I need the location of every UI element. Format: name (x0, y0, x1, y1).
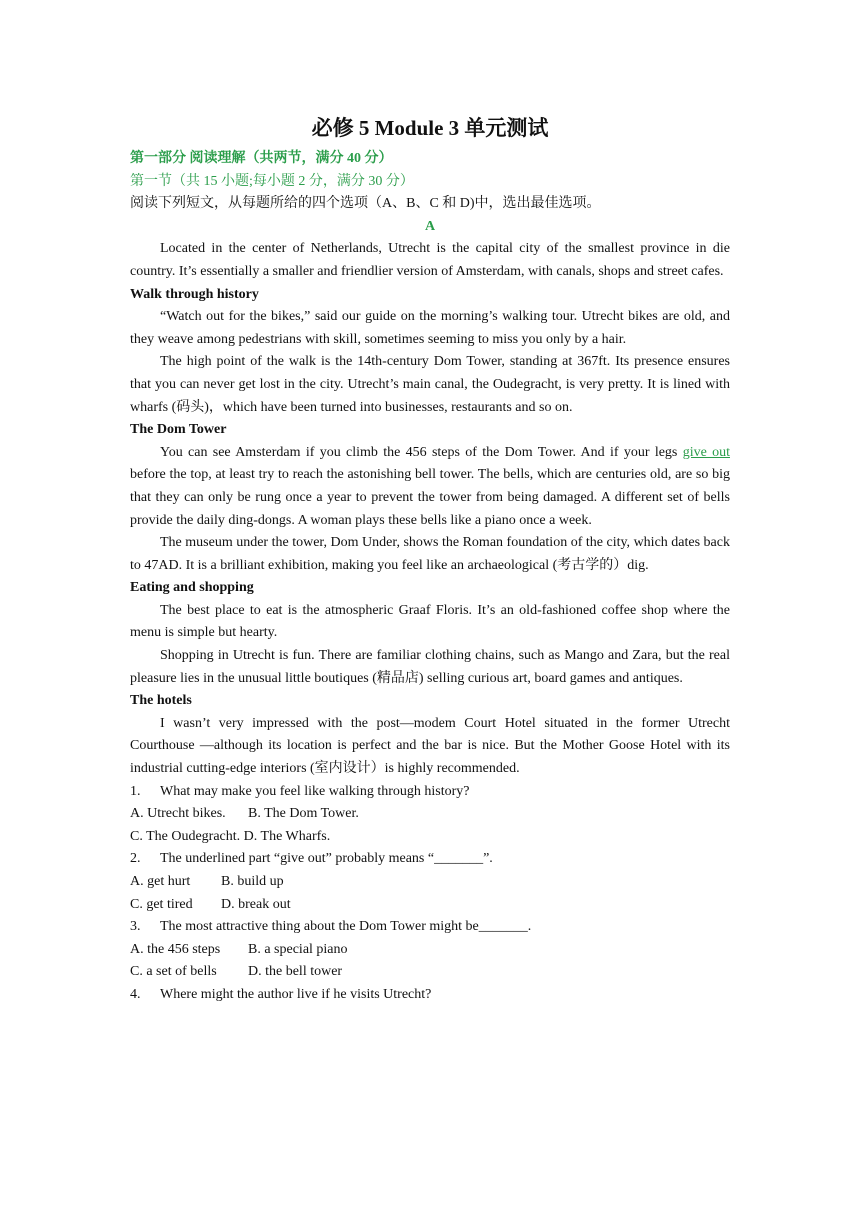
instruction: 阅读下列短文，从每题所给的四个选项（A、B、C 和 D)中，选出最佳选项。 (130, 196, 601, 212)
tower-paragraph-1 (130, 442, 730, 532)
question-text: The underlined part “give out” probably means “_______”. (160, 851, 493, 867)
option-c: C. get tired (130, 896, 193, 912)
eating-paragraph-2: Shopping in Utrecht is fun. There are familiar clothing chains, such as Mango and Zara, but the real pleasure lies in the unusual little boutiques (精品店) selling curious art, board games and antiques. (130, 648, 730, 686)
heading-dom-tower: The Dom Tower (130, 422, 227, 438)
question-text: The most attractive thing about the Dom Tower might be_______. (160, 919, 532, 935)
tower-paragraph-2: The museum under the tower, Dom Under, shows the Roman foundation of the city, which dates back to 47AD. It is a brilliant exhibition, making you feel like an archaeological (考古学的）dig. (130, 535, 730, 573)
question-text: Where might the author live if he visits Utrecht? (160, 986, 432, 1002)
option-a: A. Utrecht bikes. (130, 806, 226, 822)
question-number: 3. (130, 919, 141, 935)
options-c-d: C. The Oudegracht. D. The Wharfs. (130, 828, 331, 844)
page-title: 必修 5 Module 3 单元测试 (311, 116, 549, 140)
options-row (130, 894, 730, 917)
question-2 (130, 848, 730, 871)
options-row (130, 939, 730, 962)
heading-hotels: The hotels (130, 693, 192, 709)
question-text: What may make you feel like walking through history? (160, 783, 470, 799)
question-number: 2. (130, 851, 141, 867)
heading-eating: Eating and shopping (130, 580, 254, 596)
option-d: D. break out (221, 896, 291, 912)
question-3 (130, 916, 730, 939)
option-c: C. a set of bells (130, 964, 217, 980)
options-row (130, 871, 730, 894)
option-a: A. get hurt (130, 874, 191, 889)
tower-p1-after: before the top, at least try to reach the astonishing bell tower. The bells, which are centuries old, are so big that they can only be rung once a year to prevent the tower from being damaged. A different set of bells provide the daily ding-dongs. A woman plays these bells like a piano once a week. (130, 467, 730, 528)
document-body (130, 114, 730, 1007)
history-paragraph-1: “Watch out for the bikes,” said our guide on the morning’s walking tour. Utrecht bikes are old, and they weave among pedestrians with skill, sometimes seeming to miss you only by a hair. (130, 309, 730, 347)
heading-history: Walk through history (130, 286, 259, 302)
option-d: D. the bell tower (248, 964, 343, 980)
intro-paragraph: Located in the center of Netherlands, Utrecht is the capital city of the smallest province in die country. It’s essentially a smaller and friendlier version of Amsterdam, with canals, shops and street cafes. (130, 241, 730, 279)
question-number: 1. (130, 783, 141, 799)
section1-heading: 第一节（共 15 小题;每小题 2 分，满分 30 分） (130, 173, 414, 189)
options-row (130, 826, 730, 849)
tower-p1-before: You can see Amsterdam if you climb the 456 steps of the Dom Tower. And if your legs (160, 444, 683, 460)
question-number: 4. (130, 986, 141, 1002)
history-paragraph-2: The high point of the walk is the 14th-century Dom Tower, standing at 367ft. Its presence ensures that you can never get lost in the city. Utrecht’s main canal, the Oudegracht, is very pretty. It is lined with wharfs (码头)，which have been turned into businesses, restaurants and so on. (130, 354, 730, 415)
option-b: B. The Dom Tower. (248, 806, 359, 822)
passage-label: A (424, 218, 436, 234)
question-4 (130, 984, 730, 1007)
option-a: A. the 456 steps (130, 941, 221, 957)
options-row (130, 961, 730, 984)
options-row (130, 803, 730, 826)
option-b: B. build up (221, 874, 284, 889)
hotels-paragraph-1: I wasn’t very impressed with the post—modem Court Hotel situated in the former Utrecht Courthouse —although its location is perfect and the bar is nice. But the Mother Goose Hotel with its industrial cutting-edge interiors (室内设计）is highly recommended. (130, 715, 730, 777)
eating-paragraph-1: The best place to eat is the atmospheric Graaf Floris. It’s an old-fashioned coffee shop where the menu is simple but hearty. (130, 602, 730, 641)
underlined-phrase: give out (682, 444, 730, 460)
option-b: B. a special piano (248, 941, 348, 957)
question-1 (130, 781, 730, 804)
part1-heading: 第一部分 阅读理解（共两节，满分 40 分） (130, 151, 393, 166)
